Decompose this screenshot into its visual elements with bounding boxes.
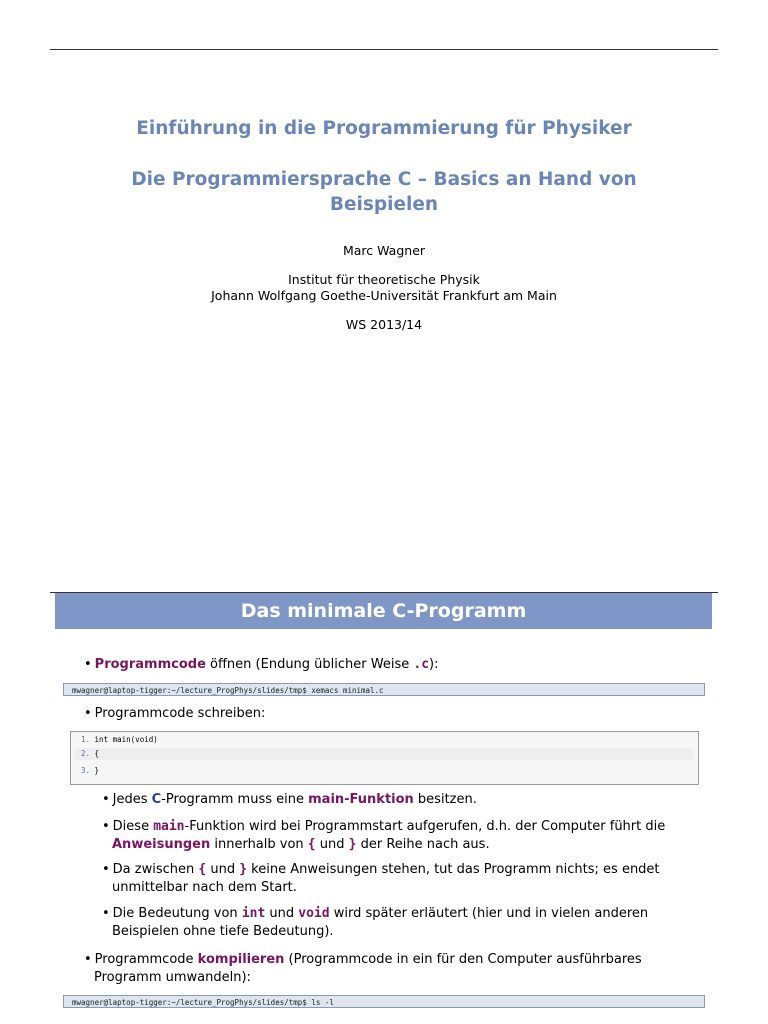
sub-bullet-main-call: • Diese main-Funktion wird bei Programmstart aufgerufen, d.h. der Computer führt die Anweisungen innerhalb von { und } der Reihe nach aus. xyxy=(102,819,666,852)
code-line: 1. int main(void) xyxy=(81,735,158,744)
sub-bullet-int-void: • Die Bedeutung von int und void wird später erläutert (hier und in vielen anderen Beispielen ohne tiefe Bedeutung). xyxy=(102,906,649,939)
author: Marc Wagner xyxy=(342,243,426,258)
bullet-icon: • xyxy=(102,862,110,877)
terminal-command-ls: mwagner@laptop-tigger:~/lecture_ProgPhys/slides/tmp$ ls -l xyxy=(63,995,705,1008)
bullet-open-code: • Programmcode öffnen (Endung üblicher Weise .c): xyxy=(84,657,439,672)
sub-bullet-empty-program: • Da zwischen { und } keine Anweisungen stehen, tut das Programm nichts; es endet unmittelbar nach dem Start. xyxy=(102,862,660,895)
bullet-write-code: • Programmcode schreiben: xyxy=(84,706,266,721)
slide-heading: Das minimale C-Programm xyxy=(55,593,712,629)
terminal-command-xemacs: mwagner@laptop-tigger:~/lecture_ProgPhys/slides/tmp$ xemacs minimal.c xyxy=(63,683,705,696)
semester: WS 2013/14 xyxy=(345,317,423,332)
code-line: 2. { xyxy=(75,748,693,760)
sub-bullet-main-function: • Jedes C-Programm muss eine main-Funktion besitzen. xyxy=(102,792,477,807)
bullet-icon: • xyxy=(102,819,110,834)
top-rule xyxy=(50,49,718,50)
lecture-title-line1: Die Programmiersprache C – Basics an Hand von xyxy=(131,169,637,190)
code-listing xyxy=(70,731,699,785)
bullet-icon: • xyxy=(84,706,92,721)
university: Johann Wolfgang Goethe-Universität Frankfurt am Main xyxy=(211,288,557,303)
code-line: 3. } xyxy=(81,766,100,775)
bullet-icon: • xyxy=(84,952,92,967)
bullet-icon: • xyxy=(102,906,110,921)
bullet-icon: • xyxy=(102,792,110,807)
bullet-icon: • xyxy=(84,657,92,672)
lecture-title-line2: Beispielen xyxy=(329,194,439,215)
bullet-compile: • Programmcode kompilieren (Programmcode in ein für den Computer ausführbares Programm umwandeln): xyxy=(84,952,642,985)
course-title: Einführung in die Programmierung für Physiker xyxy=(136,118,632,139)
institute: Institut für theoretische Physik xyxy=(288,272,480,287)
